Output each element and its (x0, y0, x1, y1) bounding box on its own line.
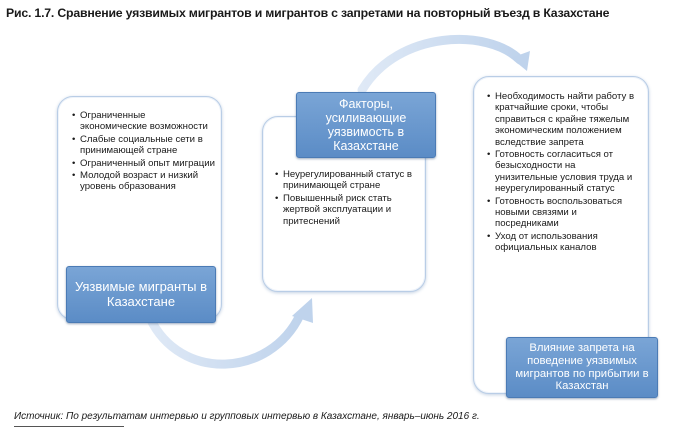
list-item: • Необходимость найти работу в кратчайшие сроки, чтобы справиться с крайне тяжелым экономическим положением вследствие запрета (487, 91, 637, 148)
ban-impact-list (487, 91, 637, 255)
ban-impact-label: Влияние запрета на поведение уязвимых мигрантов по прибытии в Казахстан (506, 337, 658, 398)
list-item: • Готовность воспользоваться новыми связями и посредниками (487, 196, 637, 230)
list-item: • Ограниченные экономические возможности (72, 110, 215, 133)
source-rule (14, 426, 124, 427)
vulnerability-factors-list (275, 169, 421, 228)
vulnerable-migrants-list (72, 110, 215, 194)
list-item: • Ограниченный опыт миграции (72, 158, 215, 169)
vulnerable-migrants-label: Уязвимые мигранты в Казахстане (66, 266, 216, 323)
list-item: • Готовность согласиться от безысходности на унизительные условия труда и неурегулированный статус (487, 149, 637, 195)
list-item: • Уход от использования официальных каналов (487, 231, 637, 254)
source-note: Источник: По результатам интервью и групповых интервью в Казахстане, январь–июнь 2016 г. (14, 411, 480, 422)
list-item: • Молодой возраст и низкий уровень образования (72, 170, 215, 193)
vulnerability-factors-label: Факторы, усиливающие уязвимость в Казахстане (296, 92, 436, 158)
list-item: • Слабые социальные сети в принимающей стране (72, 134, 215, 157)
list-item: • Повышенный риск стать жертвой эксплуатации и притеснений (275, 193, 421, 227)
figure-title: Рис. 1.7. Сравнение уязвимых мигрантов и мигрантов с запретами на повторный въезд в Казахстане (6, 6, 610, 20)
list-item: • Неурегулированный статус в принимающей стране (275, 169, 421, 192)
